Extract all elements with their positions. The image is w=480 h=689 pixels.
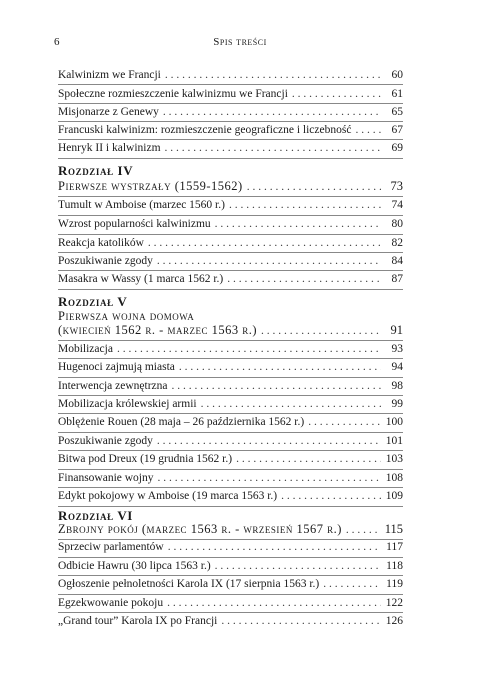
toc-entry-page: 126 — [385, 615, 403, 627]
toc-entry-page: 74 — [391, 199, 403, 211]
leader-dots — [148, 237, 381, 249]
toc-entry-page: 61 — [391, 88, 403, 100]
leader-dots — [323, 578, 381, 590]
chapter-title-line1: Pierwsza wojna domowa — [58, 309, 195, 323]
toc-entry-title: Ogłoszenie pełnoletności Karola IX (17 sierpnia 1563 r.) — [58, 578, 320, 590]
toc-entry[interactable] — [58, 361, 403, 373]
toc-entry[interactable] — [58, 560, 403, 572]
divider — [58, 234, 403, 235]
toc-entry[interactable] — [58, 255, 403, 267]
divider — [58, 121, 403, 122]
toc-entry[interactable] — [58, 124, 403, 136]
toc-entry[interactable] — [58, 199, 403, 211]
divider — [58, 506, 403, 507]
leader-dots — [355, 124, 381, 136]
toc-entry-title: Interwencja zewnętrzna — [58, 380, 168, 392]
leader-dots — [163, 106, 381, 118]
divider — [58, 612, 403, 613]
toc-entry-title: Finansowanie wojny — [58, 472, 154, 484]
toc-entry-title: Poszukiwanie zgody — [58, 435, 153, 447]
leader-dots — [292, 88, 381, 100]
toc-entry-title: Tumult w Amboise (marzec 1560 r.) — [58, 199, 225, 211]
leader-dots — [172, 380, 382, 392]
toc-entry-title: Egzekwowanie pokoju — [58, 597, 164, 609]
toc-entry-page: 65 — [391, 106, 403, 118]
toc-entry[interactable] — [58, 416, 403, 428]
chapter-page: 91 — [390, 323, 403, 337]
toc-entry-page: 103 — [385, 453, 403, 465]
toc-entry[interactable] — [58, 69, 403, 81]
toc-entry-title: Reakcja katolików — [58, 237, 144, 249]
divider — [58, 377, 403, 378]
toc-entry-page: 101 — [385, 435, 403, 447]
toc-entry-title: Hugenoci zajmują miasta — [58, 361, 175, 373]
running-title: Spis treści — [213, 36, 267, 48]
toc-entry-title: Oblężenie Rouen (28 maja – 26 października 1562 r.) — [58, 416, 305, 428]
toc-entry-title: Sprzeciw parlamentów — [58, 541, 164, 553]
toc-entry-page: 109 — [385, 490, 403, 502]
toc-entry-title: Edykt pokojowy w Amboise (19 marca 1563 r.) — [58, 490, 278, 502]
divider — [58, 413, 403, 414]
toc-entry-title: Wzrost popularności kalwinizmu — [58, 218, 211, 230]
chapter-title-entry[interactable] — [58, 522, 403, 537]
leader-dots — [215, 218, 381, 230]
leader-dots — [247, 181, 381, 193]
toc-entry[interactable] — [58, 273, 403, 285]
leader-dots — [165, 142, 381, 154]
divider — [58, 252, 403, 253]
leader-dots — [158, 472, 381, 484]
toc-entry-page: 94 — [391, 361, 403, 373]
toc-entry-page: 98 — [391, 380, 403, 392]
chapter-title: Pierwsze wystrzały (1559-1562) — [58, 179, 243, 193]
leader-dots — [179, 361, 381, 373]
divider — [58, 358, 403, 359]
chapter-title: Zbrojny pokój (marzec 1563 r. - wrzesień 1567 r.) — [58, 522, 342, 536]
chapter-label: Rozdział IV — [58, 163, 134, 178]
leader-dots — [157, 255, 381, 267]
toc-entry-page: 80 — [391, 218, 403, 230]
divider — [58, 469, 403, 470]
toc-entry-page: 67 — [391, 124, 403, 136]
leader-dots — [281, 490, 381, 502]
chapter-page: 115 — [384, 522, 403, 536]
chapter-title-line2: (kwiecień 1562 r. - marzec 1563 r.) — [58, 323, 257, 337]
leader-dots — [201, 398, 381, 410]
leader-dots — [215, 560, 381, 572]
toc-entry-title: Społeczne rozmieszczenie kalwinizmu we Francji — [58, 88, 288, 100]
leader-dots — [165, 69, 381, 81]
leader-dots — [261, 325, 381, 337]
toc-entry-title: Mobilizacja królewskiej armii — [58, 398, 197, 410]
toc-entry-page: 108 — [385, 472, 403, 484]
toc-entry[interactable] — [58, 106, 403, 118]
toc-entry-title: Henryk II i kalwinizm — [58, 142, 161, 154]
toc-entry-page: 87 — [391, 273, 403, 285]
toc-entry-title: Kalwinizm we Francji — [58, 69, 161, 81]
divider — [58, 289, 403, 290]
toc-entry[interactable] — [58, 472, 403, 484]
toc-entry[interactable] — [58, 380, 403, 392]
toc-entry[interactable] — [58, 142, 403, 154]
toc-entry[interactable] — [58, 237, 403, 249]
toc-entry-page: 117 — [386, 541, 403, 553]
toc-entry[interactable] — [58, 343, 403, 355]
toc-entry-page: 60 — [391, 69, 403, 81]
chapter-page: 73 — [390, 179, 403, 193]
toc-entry-page: 119 — [386, 578, 403, 590]
divider — [58, 557, 403, 558]
toc-entry[interactable] — [58, 615, 403, 627]
toc-entry[interactable] — [58, 597, 403, 609]
divider — [58, 196, 403, 197]
toc-entry-page: 69 — [391, 142, 403, 154]
toc-entry-page: 93 — [391, 343, 403, 355]
leader-dots — [236, 453, 381, 465]
toc-entry-title: „Grand tour” Karola IX po Francji — [58, 615, 218, 627]
toc-entry[interactable] — [58, 435, 403, 447]
divider — [58, 395, 403, 396]
divider — [58, 139, 403, 140]
toc-entry-page: 122 — [385, 597, 403, 609]
toc-entry-title: Bitwa pod Dreux (19 grudnia 1562 r.) — [58, 453, 233, 465]
toc-entry-title: Masakra w Wassy (1 marca 1562 r.) — [58, 273, 224, 285]
divider — [58, 487, 403, 488]
chapter-title-entry[interactable] — [58, 323, 403, 338]
toc-entry-title: Odbicie Hawru (30 lipca 1563 r.) — [58, 560, 211, 572]
divider — [58, 450, 403, 451]
chapter-label: Rozdział V — [58, 294, 128, 309]
divider — [58, 594, 403, 595]
leader-dots — [308, 416, 381, 428]
toc-entry[interactable] — [58, 88, 403, 100]
toc-entry-title: Francuski kalwinizm: rozmieszczenie geograficzne i liczebność — [58, 124, 352, 136]
toc-entry-page: 82 — [391, 237, 403, 249]
leader-dots — [117, 343, 381, 355]
leader-dots — [346, 524, 381, 536]
toc-entry[interactable] — [58, 398, 403, 410]
toc-entry-title: Misjonarze z Genewy — [58, 106, 159, 118]
leader-dots — [221, 615, 381, 627]
toc-entry-page: 99 — [391, 398, 403, 410]
toc-entry[interactable] — [58, 541, 403, 553]
divider — [58, 340, 403, 341]
divider — [58, 215, 403, 216]
divider — [58, 270, 403, 271]
leader-dots — [168, 541, 381, 553]
toc-entry-page: 84 — [391, 255, 403, 267]
divider — [58, 84, 403, 85]
chapter-title-entry[interactable] — [58, 179, 403, 194]
toc-entry[interactable] — [58, 453, 403, 465]
leader-dots — [227, 273, 381, 285]
toc-entry-page: 100 — [385, 416, 403, 428]
toc-entry-title: Mobilizacja — [58, 343, 113, 355]
leader-dots — [167, 597, 381, 609]
toc-entry[interactable] — [58, 490, 403, 502]
leader-dots — [157, 435, 381, 447]
toc-entry-page: 118 — [386, 560, 403, 572]
leader-dots — [229, 199, 381, 211]
divider — [58, 432, 403, 433]
toc-entry[interactable] — [58, 218, 403, 230]
divider — [58, 575, 403, 576]
chapter-label: Rozdział VI — [58, 508, 133, 523]
divider — [58, 103, 403, 104]
toc-entry-title: Poszukiwanie zgody — [58, 255, 153, 267]
page-number: 6 — [54, 36, 60, 48]
divider — [58, 539, 403, 540]
running-header — [54, 36, 426, 50]
toc-entry[interactable] — [58, 578, 403, 590]
divider — [58, 158, 403, 159]
